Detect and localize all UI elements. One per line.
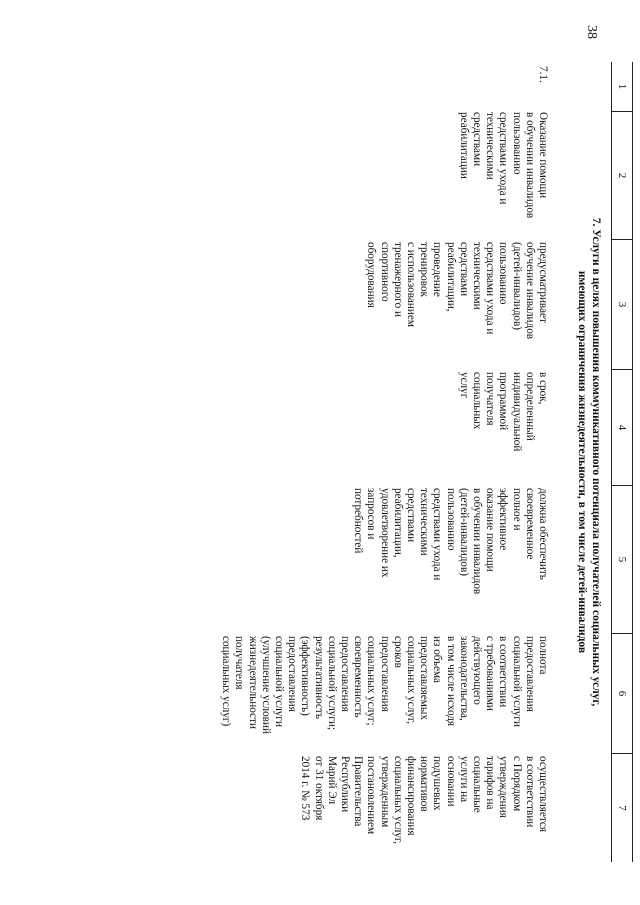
column-number-2: 2 <box>612 112 632 240</box>
column-number-4: 4 <box>612 370 632 486</box>
column-number-5: 5 <box>612 486 632 634</box>
column-number-1: 1 <box>612 62 632 112</box>
column-number-row <box>611 62 633 862</box>
section-title <box>575 62 603 862</box>
column-number-6: 6 <box>612 634 632 754</box>
service-evaluation: полнота предоставления социальной услуги в соответствии с требованиями действующего законодательства, в том числе исходя из объема предоставляемых социальных услуг, сроков предоставления социальных услуг; своевременность предоставления социальной услуги; результативность (эффективность) предоставления социальной услуги (улучшение условий жизнедеятельности получателя социальных услуг) <box>220 636 549 734</box>
section-title-line-1: 7. Услуги в целях повышения коммуникативного потенциала получателей социальных услуг, <box>590 217 602 707</box>
column-number-7: 7 <box>616 805 628 811</box>
service-standard: должна обеспечить своевременное полное и эффективное оказание помощи в обучении инвалидов (детей-инвалидов) пользованию средствами ухода и техническими средствами реабилитации, удовлетворение их запросов и потребностей <box>352 488 549 595</box>
rotated-table-page <box>68 62 633 862</box>
page-number: 38 <box>584 25 599 39</box>
column-number-3: 3 <box>612 240 632 370</box>
row-number: 7.1. <box>537 66 549 83</box>
section-title-line-2: имеющих ограничения жизнедеятельности, в том числе детей-инвалидов <box>576 270 588 654</box>
service-term: в срок, определенный индивидуальной программой получателя социальных услуг <box>457 372 549 452</box>
service-name: Оказание помощи в обучении инвалидов пользованию средствами ухода и техническими средствами реабилитации <box>457 112 549 219</box>
service-conditions: осуществляется в соответствии с Порядком утверждения тарифов на социальные услуги на основании подушевых нормативов финансирования социальных услуг, утвержденным постановлением Правительства Республики Марий Эл от 31 октября 2014 г. № 573 <box>299 756 549 845</box>
service-description: предусматривает обучение инвалидов (детей-инвалидов) пользованию средствами ухода и техническими средствами реабилитации, проведение тренировок с использованием тренажерного и спортивного оборудования <box>365 242 549 340</box>
